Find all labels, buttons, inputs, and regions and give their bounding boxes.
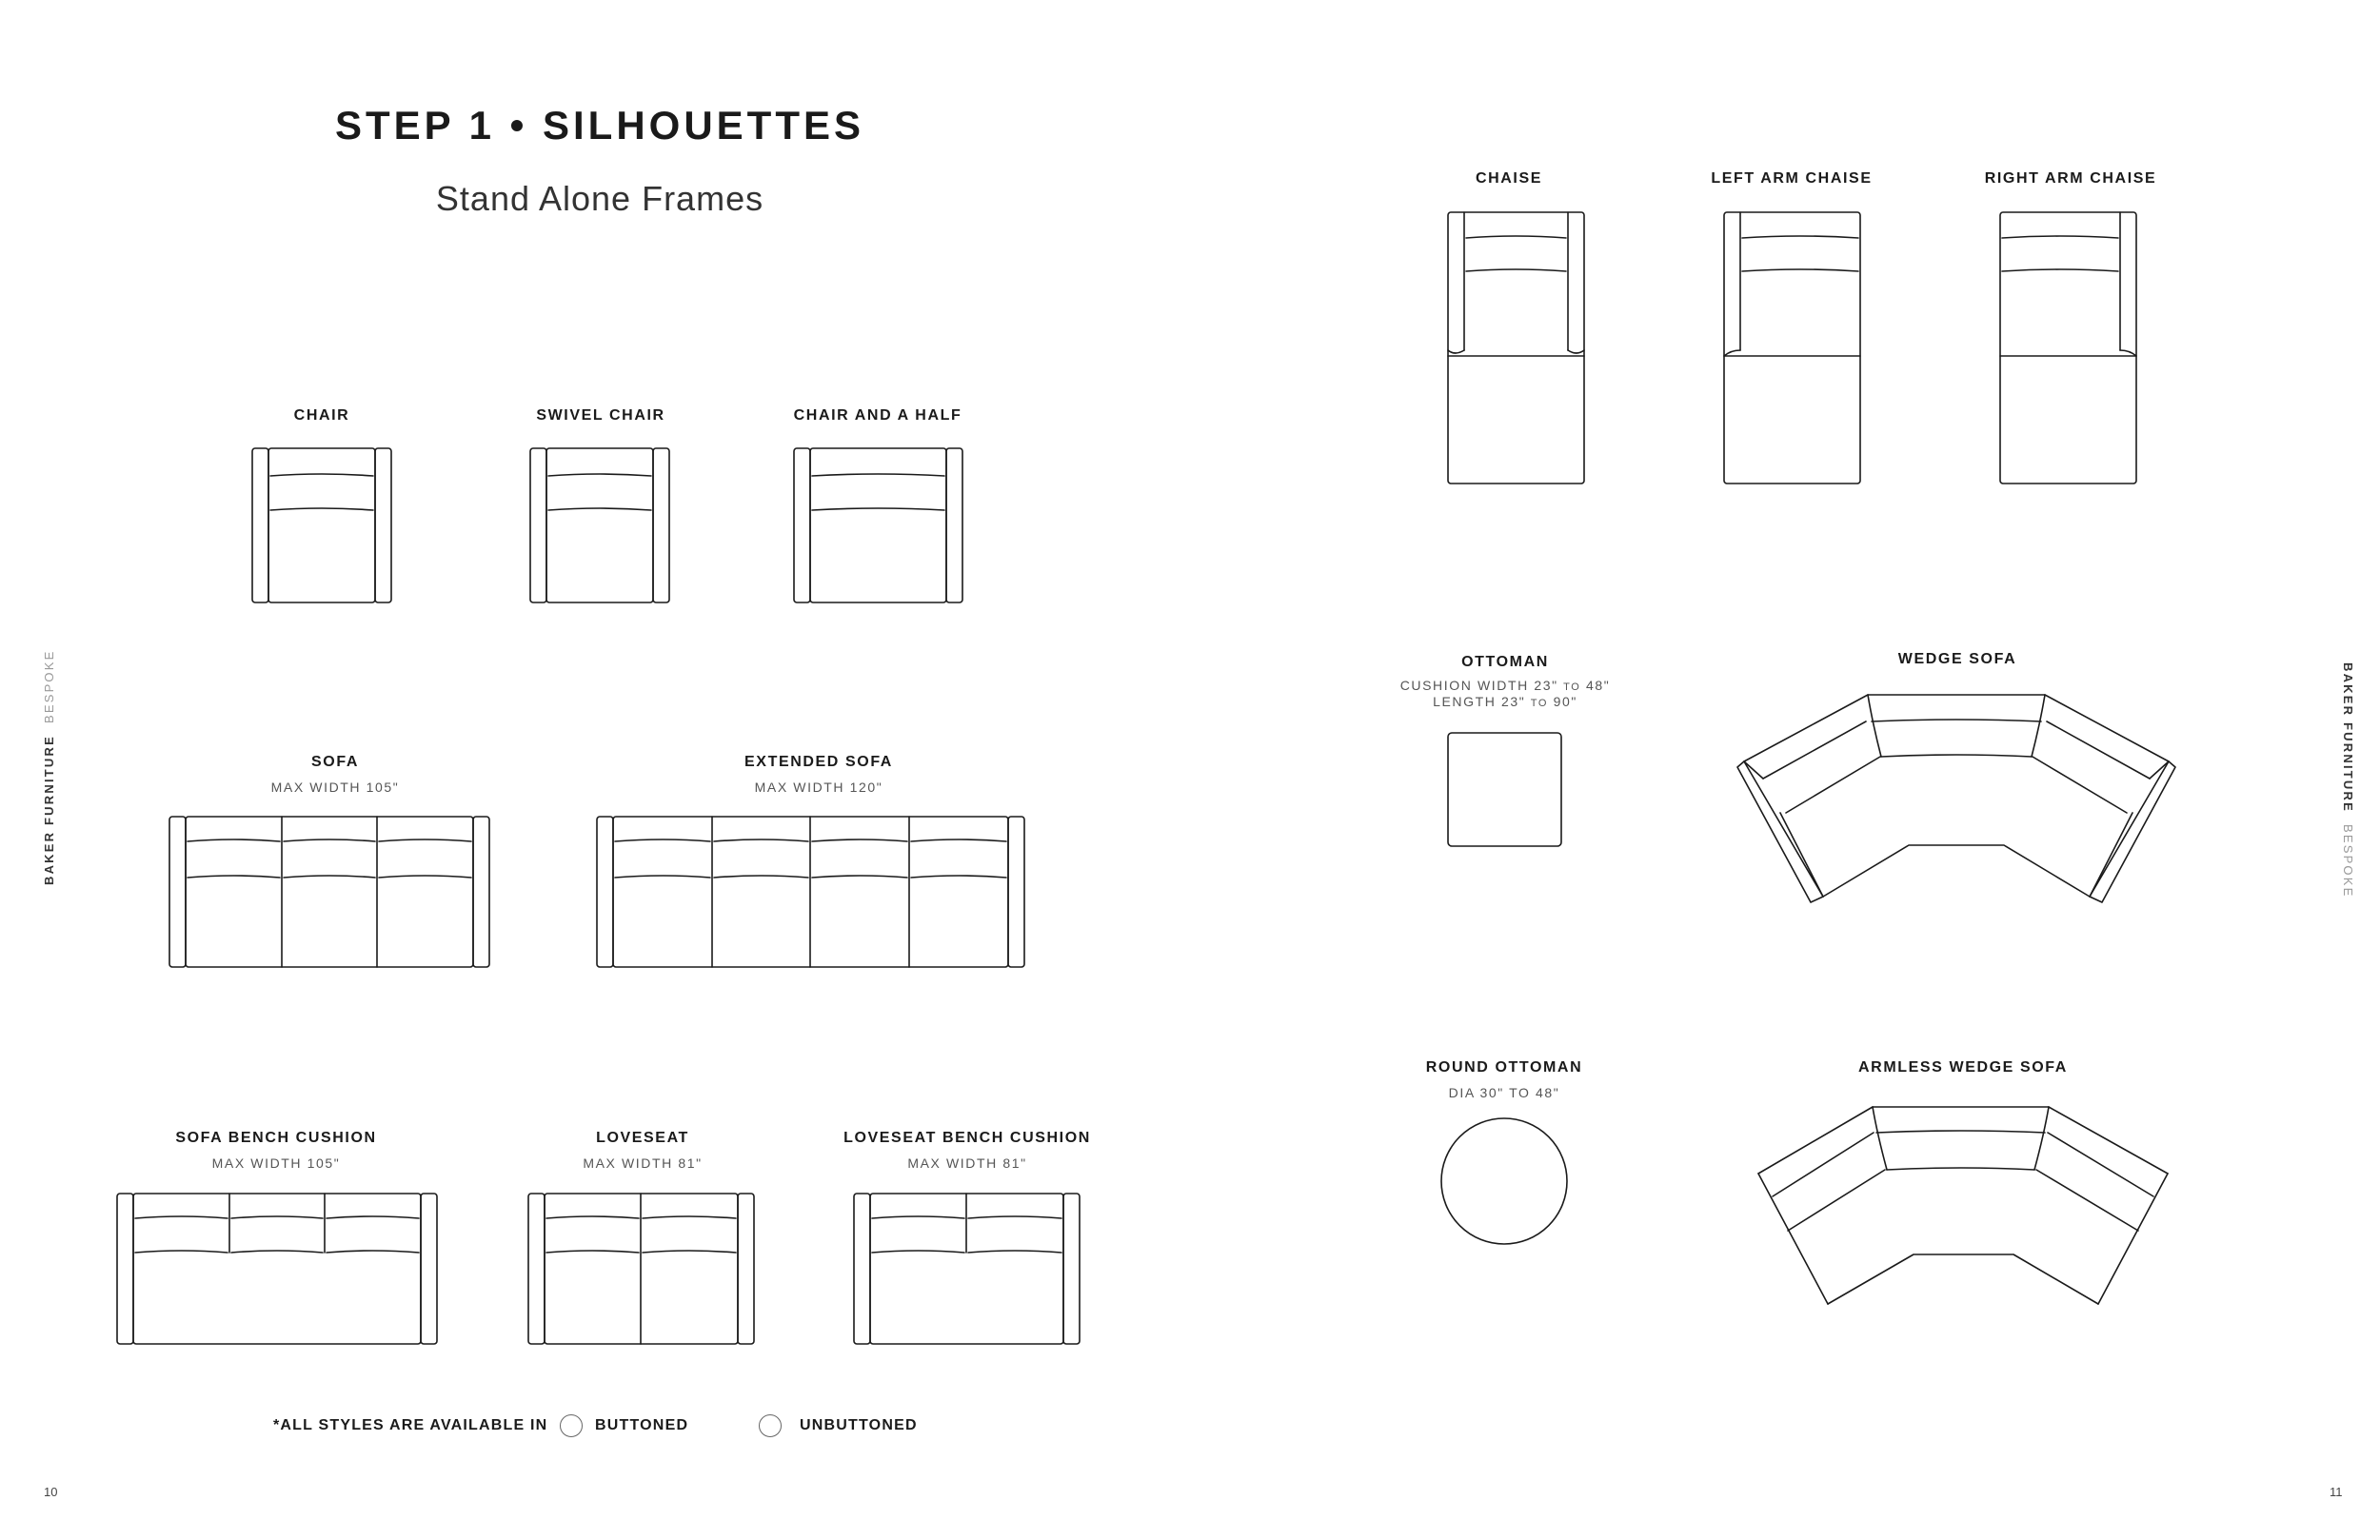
round-ottoman-label: ROUND OTTOMAN — [1425, 1059, 1583, 1076]
page-number-left: 10 — [44, 1485, 58, 1499]
wedge-sofa-silhouette — [1737, 695, 2175, 902]
armless-wedge-sofa-silhouette — [1758, 1107, 2168, 1304]
sofa-silhouette — [169, 817, 489, 967]
loveseat-label: LOVESEAT — [596, 1130, 689, 1146]
page-number-right: 11 — [2330, 1485, 2343, 1499]
sofa-label: SOFA — [311, 754, 359, 770]
extended-sofa-label: EXTENDED SOFA — [744, 754, 893, 770]
ottoman-length: LENGTH 23" TO 90" — [1433, 694, 1577, 709]
chair-and-a-half-label: CHAIR AND A HALF — [793, 407, 962, 424]
right-arm-chaise-silhouette — [2000, 212, 2136, 484]
extended-sofa-max-width: MAX WIDTH 120" — [754, 780, 883, 795]
brand-vertical-right: BAKER FURNITUREBESPOKE — [2341, 662, 2355, 898]
round-ottoman-dia: DIA 30" TO 48" — [1448, 1085, 1560, 1100]
left-arm-chaise-label: LEFT ARM CHAISE — [1711, 170, 1873, 187]
left-arm-chaise-silhouette — [1724, 212, 1860, 484]
ottoman-label: OTTOMAN — [1461, 654, 1549, 670]
sofa-bench-cushion-label: SOFA BENCH CUSHION — [175, 1130, 377, 1146]
ottoman-cushion-width: CUSHION WIDTH 23" TO 48" — [1399, 678, 1611, 693]
brand-vertical-left: BAKER FURNITUREBESPOKE — [42, 649, 56, 885]
sofa-max-width: MAX WIDTH 105" — [270, 780, 400, 795]
loveseat-bench-cushion-label: LOVESEAT BENCH CUSHION — [843, 1130, 1091, 1146]
chair-silhouette — [252, 448, 391, 602]
page-subtitle: Stand Alone Frames — [435, 179, 764, 218]
loveseat-bench-cushion-silhouette — [854, 1194, 1080, 1344]
wedge-sofa-label: WEDGE SOFA — [1897, 651, 2017, 667]
loveseat-bench-cushion-max-width: MAX WIDTH 81" — [907, 1155, 1027, 1171]
loveseat-silhouette — [528, 1194, 754, 1344]
buttoned-option-label: BUTTONED — [595, 1417, 689, 1433]
loveseat-max-width: MAX WIDTH 81" — [583, 1155, 703, 1171]
availability-note: *ALL STYLES ARE AVAILABLE IN — [273, 1417, 548, 1433]
armless-wedge-sofa-label: ARMLESS WEDGE SOFA — [1858, 1059, 2068, 1076]
ottoman-silhouette — [1448, 733, 1561, 846]
sofa-bench-cushion-max-width: MAX WIDTH 105" — [211, 1155, 341, 1171]
extended-sofa-silhouette — [597, 817, 1024, 967]
chair-and-a-half-silhouette — [794, 448, 962, 602]
swivel-chair-silhouette — [530, 448, 669, 602]
chaise-silhouette — [1448, 212, 1584, 484]
chaise-label: CHAISE — [1475, 170, 1543, 187]
round-ottoman-silhouette — [1441, 1118, 1567, 1244]
unbuttoned-option-label: UNBUTTONED — [800, 1417, 918, 1433]
page-title: STEP 1 • SILHOUETTES — [334, 103, 865, 148]
chair-label: CHAIR — [293, 407, 350, 424]
right-arm-chaise-label: RIGHT ARM CHAISE — [1984, 170, 2157, 187]
swivel-chair-label: SWIVEL CHAIR — [536, 407, 665, 424]
sofa-bench-cushion-silhouette — [117, 1194, 437, 1344]
